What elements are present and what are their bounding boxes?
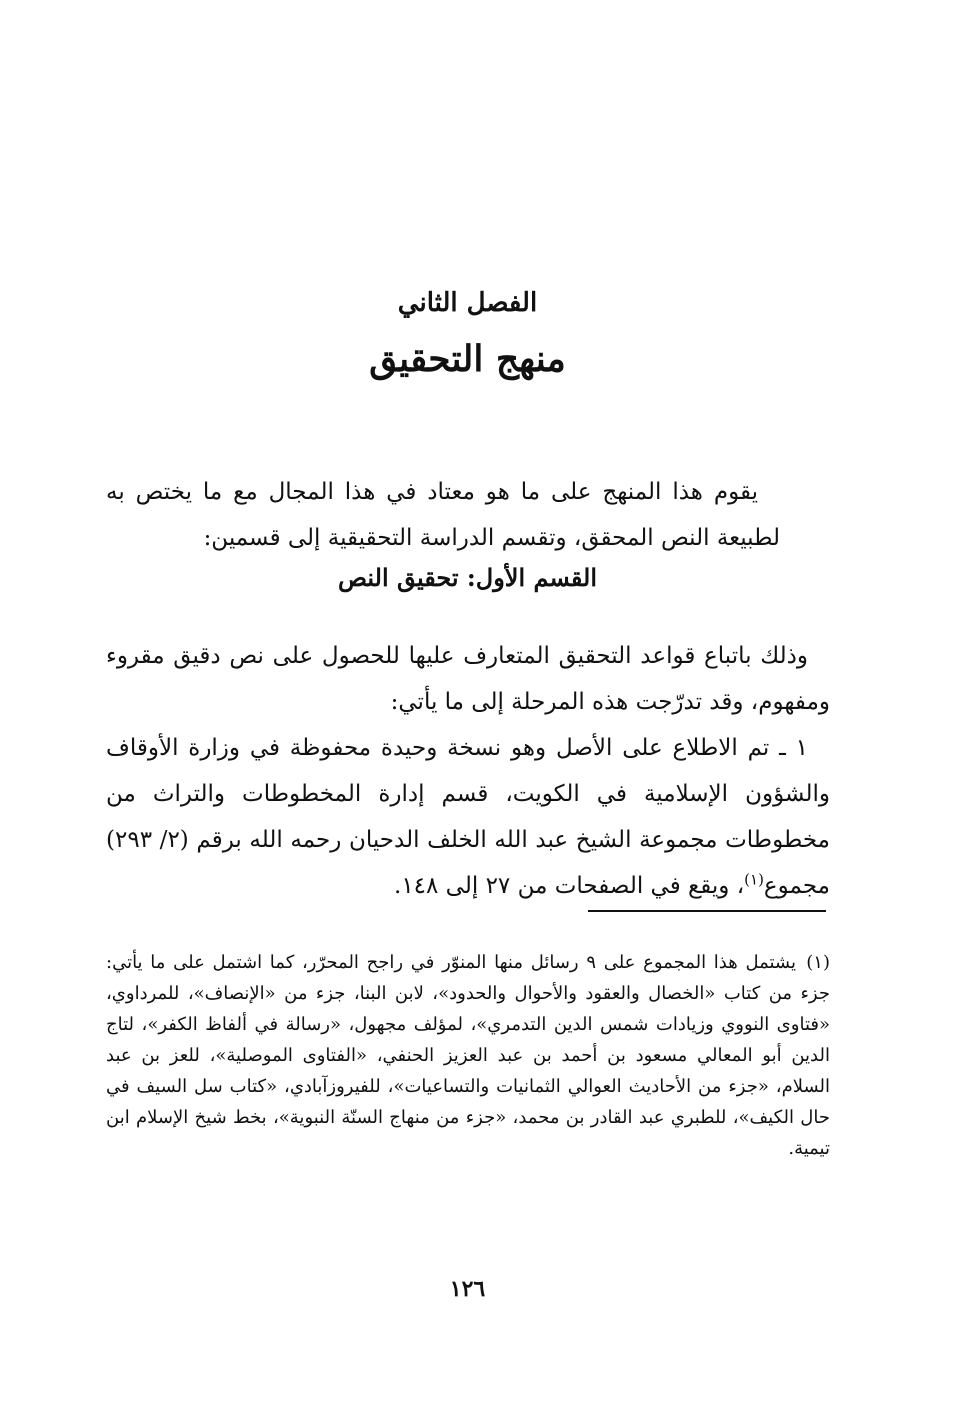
footnote-text: يشتمل هذا المجموع على ٩ رسائل منها المنوّر في راجح المحرّر، كما اشتمل على ما يأتي: جزء من كتاب «الخصال والعقود والأحوال والحدود»، لابن البنا، جزء من «الإنصاف»، للمرداوي، «فتاوى النووي وزيادات شمس الدين التدمري»، لمؤلف مجهول، «رسالة في ألفاظ الكفر»، لتاج الدين أبو المعالي مسعود بن أحمد بن عبد العزيز الحنفي، «الفتاوى الموصلية»، للعز بن عبد السلام، «جزء من الأحاديث العوالي الثمانيات والتساعيات»، للفيروزآبادي، «كتاب سل السيف في حال الكيف»، للطبري عبد القادر بن محمد، «جزء من منهاج السنّة النبوية»، بخط شيخ الإسلام ابن تيمية. — [106, 952, 830, 1159]
numbered-item-ending: ، ويقع في الصفحات من ٢٧ إلى ١٤٨. — [394, 873, 745, 899]
numbered-item-text: ١ ـ تم الاطلاع على الأصل وهو نسخة وحيدة محفوظة في وزارة الأوقاف والشؤون الإسلامية في الكويت، قسم إدارة المخطوطات والتراث من مخطوطات مجموعة الشيخ عبد الله الخلف الدحيان رحمه الله برقم (٢/ ٢٩٣) مجموع — [106, 735, 830, 899]
chapter-title: منهج التحقيق — [369, 338, 566, 380]
footnote-divider — [588, 910, 826, 912]
section-paragraph: وذلك باتباع قواعد التحقيق المتعارف عليها للحصول على نص دقيق مقروء ومفهوم، وقد تدرّجت هذه المرحلة إلى ما يأتي: — [106, 643, 830, 715]
footnote-number: (١) — [806, 952, 830, 973]
chapter-label: الفصل الثاني — [397, 288, 538, 318]
footnote-reference: (١) — [744, 870, 764, 889]
section-heading: القسم الأول: تحقيق النص — [337, 563, 597, 592]
footnote — [106, 947, 830, 1164]
intro-paragraph: يقوم هذا المنهج على ما هو معتاد في هذا المجال مع ما يختص به لطبيعة النص المحقق، وتقسم الدراسة التحقيقية إلى قسمين: — [106, 479, 780, 551]
page-number: ١٢٦ — [449, 1276, 486, 1302]
numbered-item-paragraph — [106, 725, 830, 909]
